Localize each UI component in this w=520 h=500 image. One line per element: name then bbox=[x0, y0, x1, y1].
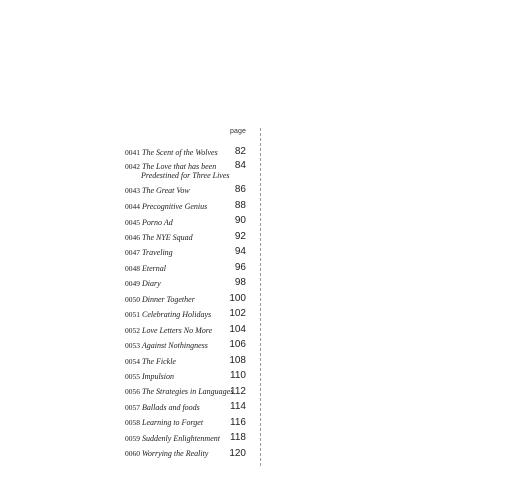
entry-title: Dinner Together bbox=[142, 295, 195, 304]
entry-page-number: 118 bbox=[230, 432, 246, 443]
entry-page-number: 82 bbox=[234, 146, 246, 157]
dashed-divider bbox=[260, 128, 261, 466]
entry-page-number: 120 bbox=[229, 448, 246, 459]
entry-title: Impulsion bbox=[142, 372, 174, 381]
entry-title: The Great Vow bbox=[142, 186, 190, 195]
entry-number: 0044 bbox=[125, 202, 140, 211]
entry-page-number: 84 bbox=[234, 160, 246, 171]
entry-page-number: 116 bbox=[230, 417, 246, 428]
entry-number: 0045 bbox=[125, 218, 140, 227]
entry-number: 0056 bbox=[125, 387, 140, 396]
entry-number: 0043 bbox=[125, 186, 140, 195]
page-column-header: page bbox=[230, 128, 246, 135]
entry-number: 0055 bbox=[125, 372, 140, 381]
entry-page-number: 100 bbox=[229, 293, 246, 304]
entry-number: 0048 bbox=[125, 264, 140, 273]
entry-page-number: 86 bbox=[234, 184, 246, 195]
entry-title: Eternal bbox=[142, 264, 166, 273]
entry-title: The NYE Squad bbox=[142, 233, 193, 242]
entry-number: 0059 bbox=[125, 434, 140, 443]
entry-title: The Scent of the Wolves bbox=[142, 148, 218, 157]
entry-title: The Fickle bbox=[142, 357, 176, 366]
entry-title: Precognitive Genius bbox=[142, 202, 208, 211]
entry-page-number: 90 bbox=[234, 215, 246, 226]
entry-number: 0058 bbox=[125, 418, 140, 427]
entry-title: Against Nothingness bbox=[141, 341, 208, 350]
entry-title: Worrying the Reality bbox=[142, 449, 209, 458]
entry-number: 0050 bbox=[125, 295, 140, 304]
entry-page-number: 112 bbox=[230, 386, 246, 397]
entry-page-number: 98 bbox=[234, 277, 246, 288]
entry-page-number: 102 bbox=[229, 308, 246, 319]
entry-number: 0049 bbox=[125, 279, 140, 288]
entry-page-number: 114 bbox=[230, 401, 246, 412]
entry-number: 0054 bbox=[125, 357, 140, 366]
entry-number: 0046 bbox=[125, 233, 140, 242]
entry-number: 0047 bbox=[125, 248, 140, 257]
entry-title: Diary bbox=[142, 279, 161, 288]
entry-title-continuation: Predestined for Three Lives bbox=[141, 171, 230, 180]
entry-title: Traveling bbox=[142, 248, 173, 257]
entry-page-number: 88 bbox=[234, 200, 246, 211]
entry-title: The Love that has been bbox=[142, 162, 217, 171]
entry-number: 0053 bbox=[125, 341, 140, 350]
entry-number: 0041 bbox=[125, 148, 140, 157]
entry-title: Ballads and foods bbox=[142, 403, 200, 412]
entry-page-number: 104 bbox=[229, 324, 246, 335]
entry-title: Porno Ad bbox=[142, 218, 173, 227]
entry-page-number: 96 bbox=[234, 262, 246, 273]
entry-title: Learning to Forget bbox=[142, 418, 204, 427]
entry-page-number: 106 bbox=[229, 339, 246, 350]
entry-page-number: 110 bbox=[230, 370, 246, 381]
entry-number: 0060 bbox=[125, 449, 140, 458]
entry-number: 0052 bbox=[125, 326, 140, 335]
entry-page-number: 94 bbox=[234, 246, 246, 257]
entry-number: 0057 bbox=[125, 403, 140, 412]
entry-page-number: 108 bbox=[229, 355, 246, 366]
entry-number: 0042 bbox=[125, 162, 140, 171]
entry-number: 0051 bbox=[125, 310, 140, 319]
entry-title: The Strategies in Languages bbox=[142, 387, 234, 396]
entry-title: Celebrating Holidays bbox=[142, 310, 212, 319]
entry-title: Suddenly Enlightenment bbox=[142, 434, 220, 443]
entry-title: Love Letters No More bbox=[142, 326, 213, 335]
entry-page-number: 92 bbox=[234, 231, 246, 242]
